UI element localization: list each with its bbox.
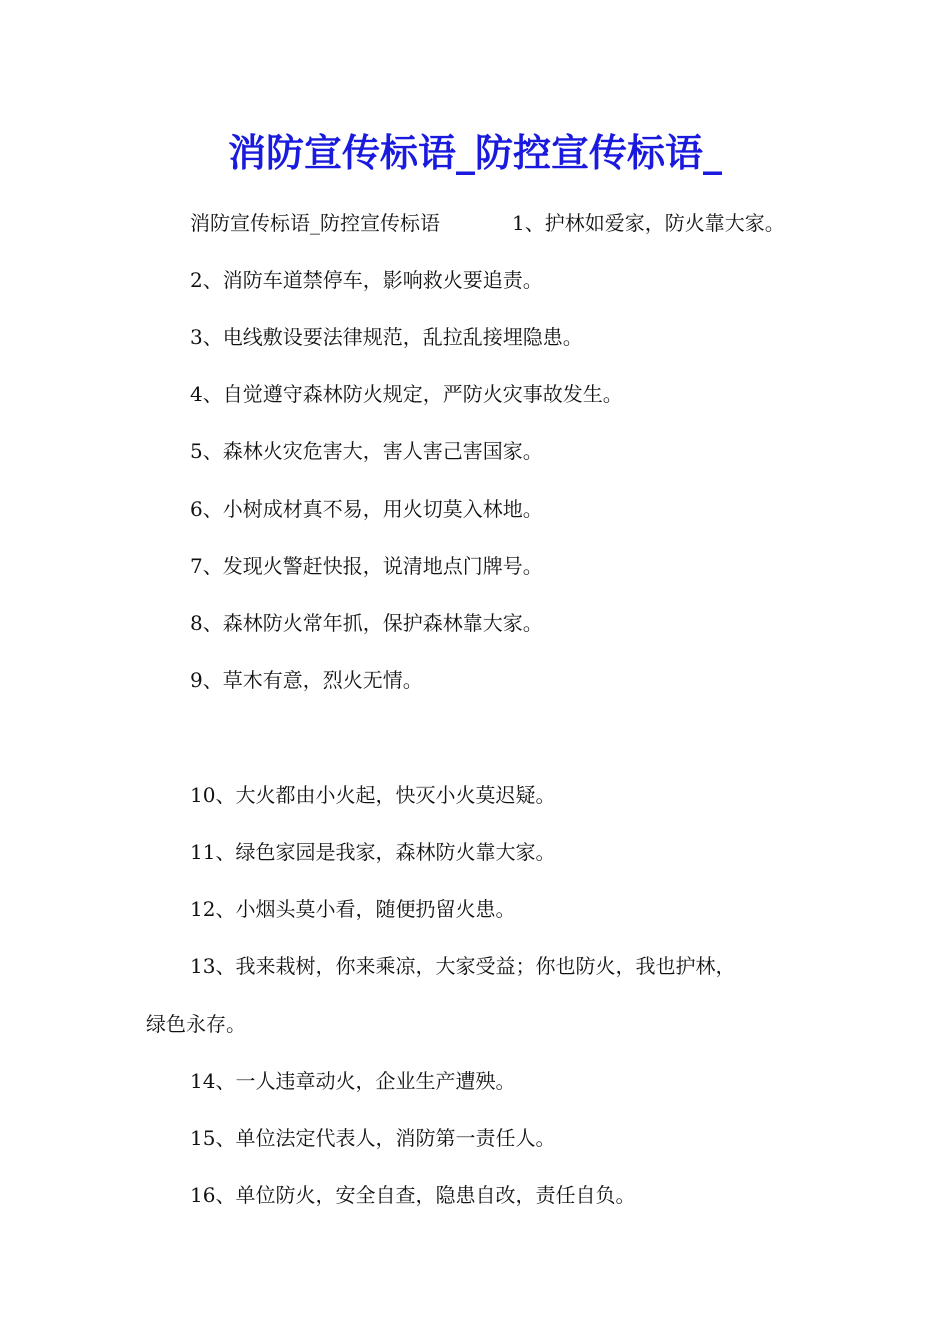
slogan-line: 12、小烟头莫小看，随便扔留火患。 bbox=[190, 897, 516, 921]
slogan-line: 13、我来栽树，你来乘凉，大家受益；你也防火，我也护林， bbox=[190, 954, 736, 978]
slogan-line: 14、一人违章动火，企业生产遭殃。 bbox=[190, 1069, 516, 1093]
slogan-line: 8、森林防火常年抓，保护森林靠大家。 bbox=[190, 611, 543, 635]
document-title: 消防宣传标语_防控宣传标语_ bbox=[227, 131, 722, 175]
slogan-line: 4、自觉遵守森林防火规定，严防火灾事故发生。 bbox=[190, 382, 623, 406]
slogan-line: 10、大火都由小火起，快灭小火莫迟疑。 bbox=[190, 783, 556, 807]
slogan-line: 16、单位防火，安全自查，隐患自改，责任自负。 bbox=[190, 1183, 636, 1207]
slogan-line: 1、护林如爱家，防火靠大家。 bbox=[512, 211, 785, 235]
slogan-line: 7、发现火警赶快报，说清地点门牌号。 bbox=[190, 554, 543, 578]
slogan-line: 5、森林火灾危害大，害人害己害国家。 bbox=[190, 439, 543, 463]
slogan-line: 15、单位法定代表人，消防第一责任人。 bbox=[190, 1126, 556, 1150]
intro-label: 消防宣传标语_防控宣传标语 bbox=[190, 211, 440, 235]
slogan-line: 2、消防车道禁停车，影响救火要追责。 bbox=[190, 268, 543, 292]
slogan-line: 3、电线敷设要法律规范，乱拉乱接埋隐患。 bbox=[190, 325, 583, 349]
intro-paragraph bbox=[190, 208, 785, 238]
slogan-line: 6、小树成材真不易，用火切莫入林地。 bbox=[190, 497, 543, 521]
slogan-line: 9、草木有意，烈火无情。 bbox=[190, 668, 423, 692]
slogan-line: 11、绿色家园是我家，森林防火靠大家。 bbox=[190, 840, 556, 864]
slogan-line-continuation: 绿色永存。 bbox=[146, 1012, 246, 1036]
